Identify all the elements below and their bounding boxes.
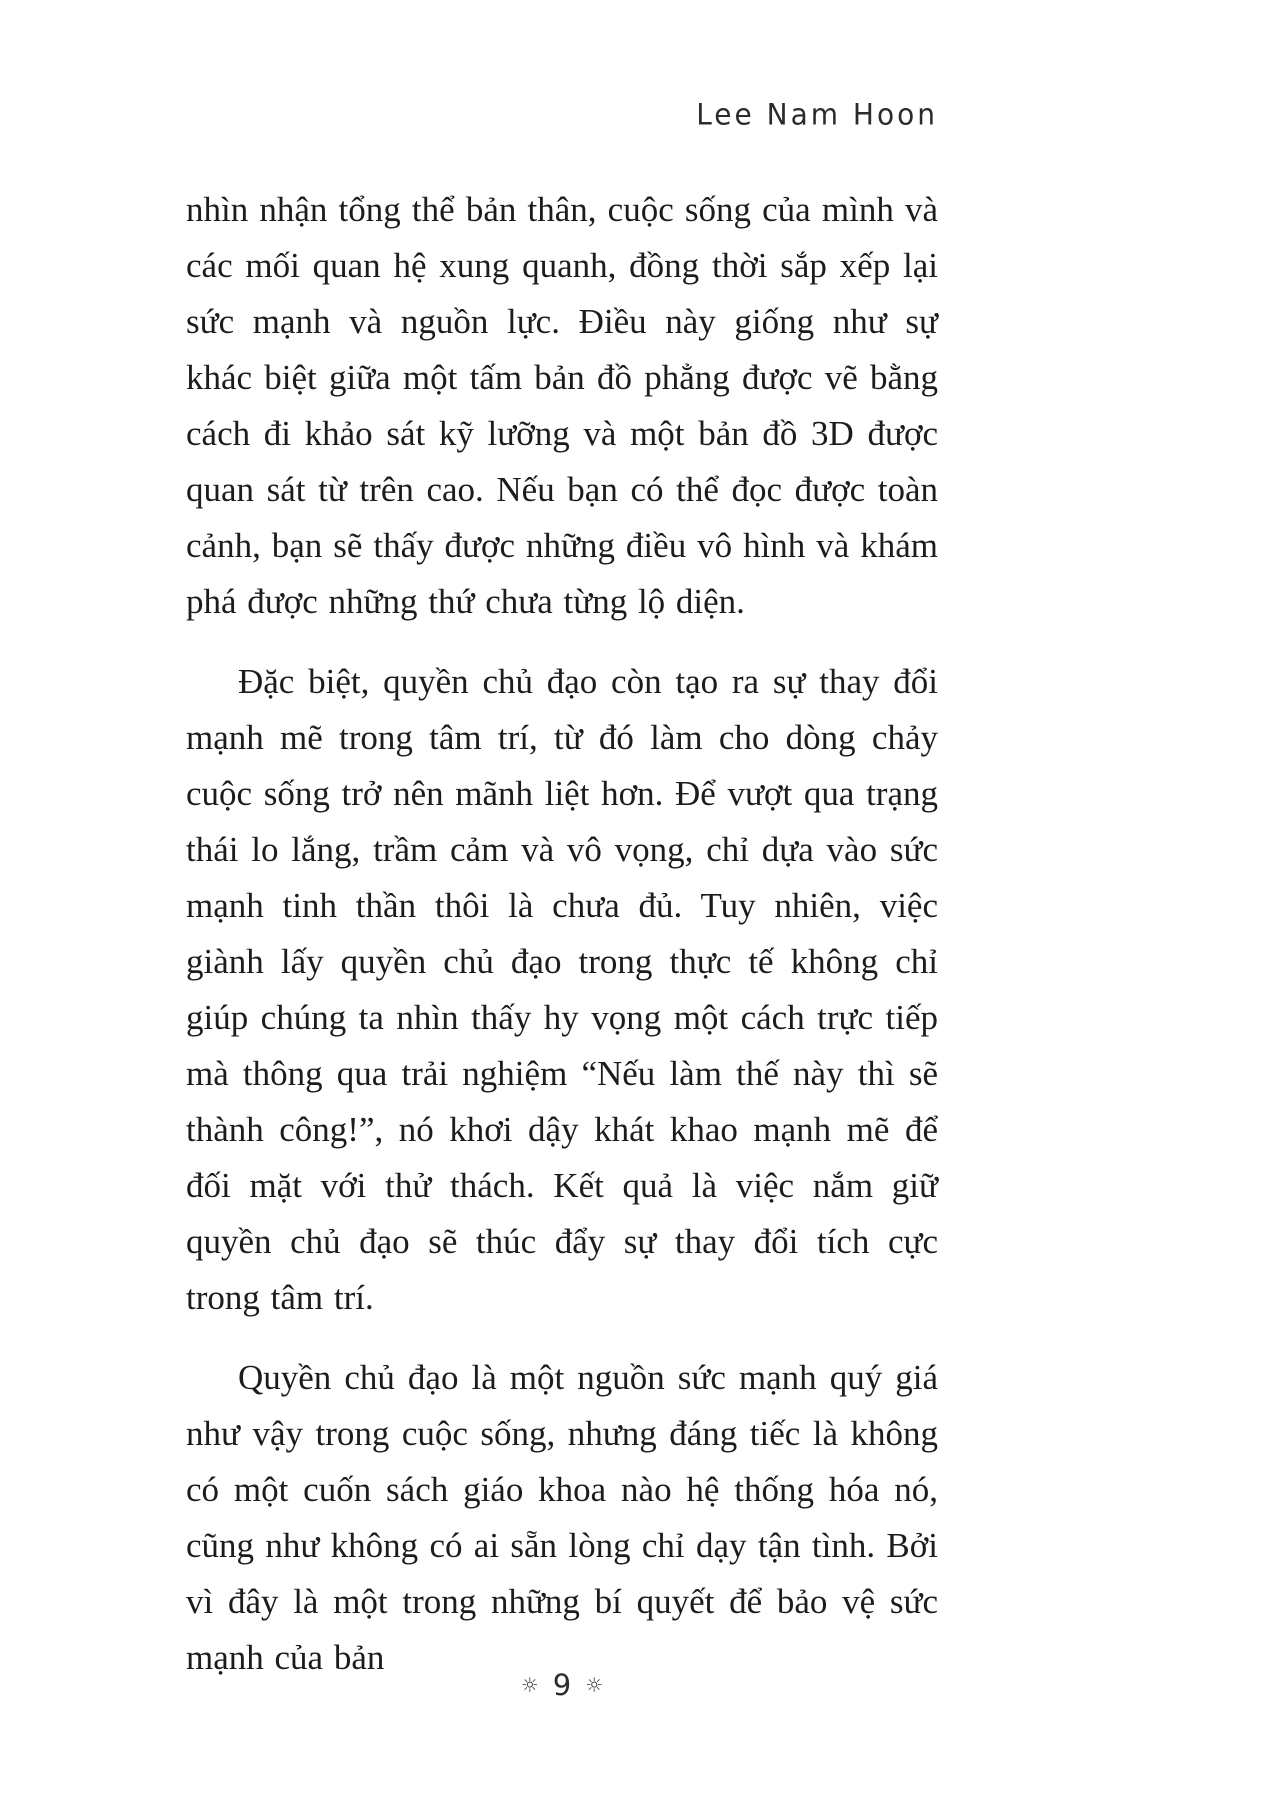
page-body xyxy=(186,182,938,1710)
page-number: 9 xyxy=(552,1668,572,1702)
author-name: Lee Nam Hoon xyxy=(696,97,938,132)
sun-ornament-icon: ☼ xyxy=(520,1673,539,1697)
page-header xyxy=(186,98,938,131)
sun-ornament-icon: ☼ xyxy=(585,1673,604,1697)
page-footer xyxy=(186,1668,938,1702)
paragraph-3: Quyền chủ đạo là một nguồn sức mạnh quý giá như vậy trong cuộc sống, nhưng đáng tiếc là không có một cuốn sách giáo khoa nào hệ thống hóa nó, cũng như không có ai sẵn lòng chỉ dạy tận tình. Bởi vì đây là một trong những bí quyết để bảo vệ sức mạnh của bản xyxy=(186,1358,938,1677)
paragraph-2: Đặc biệt, quyền chủ đạo còn tạo ra sự thay đổi mạnh mẽ trong tâm trí, từ đó làm cho dòng chảy cuộc sống trở nên mãnh liệt hơn. Để vượt qua trạng thái lo lắng, trầm cảm và vô vọng, chỉ dựa vào sức mạnh tinh thần thôi là chưa đủ. Tuy nhiên, việc giành lấy quyền chủ đạo trong thực tế không chỉ giúp chúng ta nhìn thấy hy vọng một cách trực tiếp mà thông qua trải nghiệm “Nếu làm thế này thì sẽ thành công!”, nó khơi dậy khát khao mạnh mẽ để đối mặt với thử thách. Kết quả là việc nắm giữ quyền chủ đạo sẽ thúc đẩy sự thay đổi tích cực trong tâm trí. xyxy=(186,662,938,1317)
paragraph-1: nhìn nhận tổng thể bản thân, cuộc sống của mình và các mối quan hệ xung quanh, đồng thời sắp xếp lại sức mạnh và nguồn lực. Điều này giống như sự khác biệt giữa một tấm bản đồ phẳng được vẽ bằng cách đi khảo sát kỹ lưỡng và một bản đồ 3D được quan sát từ trên cao. Nếu bạn có thể đọc được toàn cảnh, bạn sẽ thấy được những điều vô hình và khám phá được những thứ chưa từng lộ diện. xyxy=(186,190,938,621)
